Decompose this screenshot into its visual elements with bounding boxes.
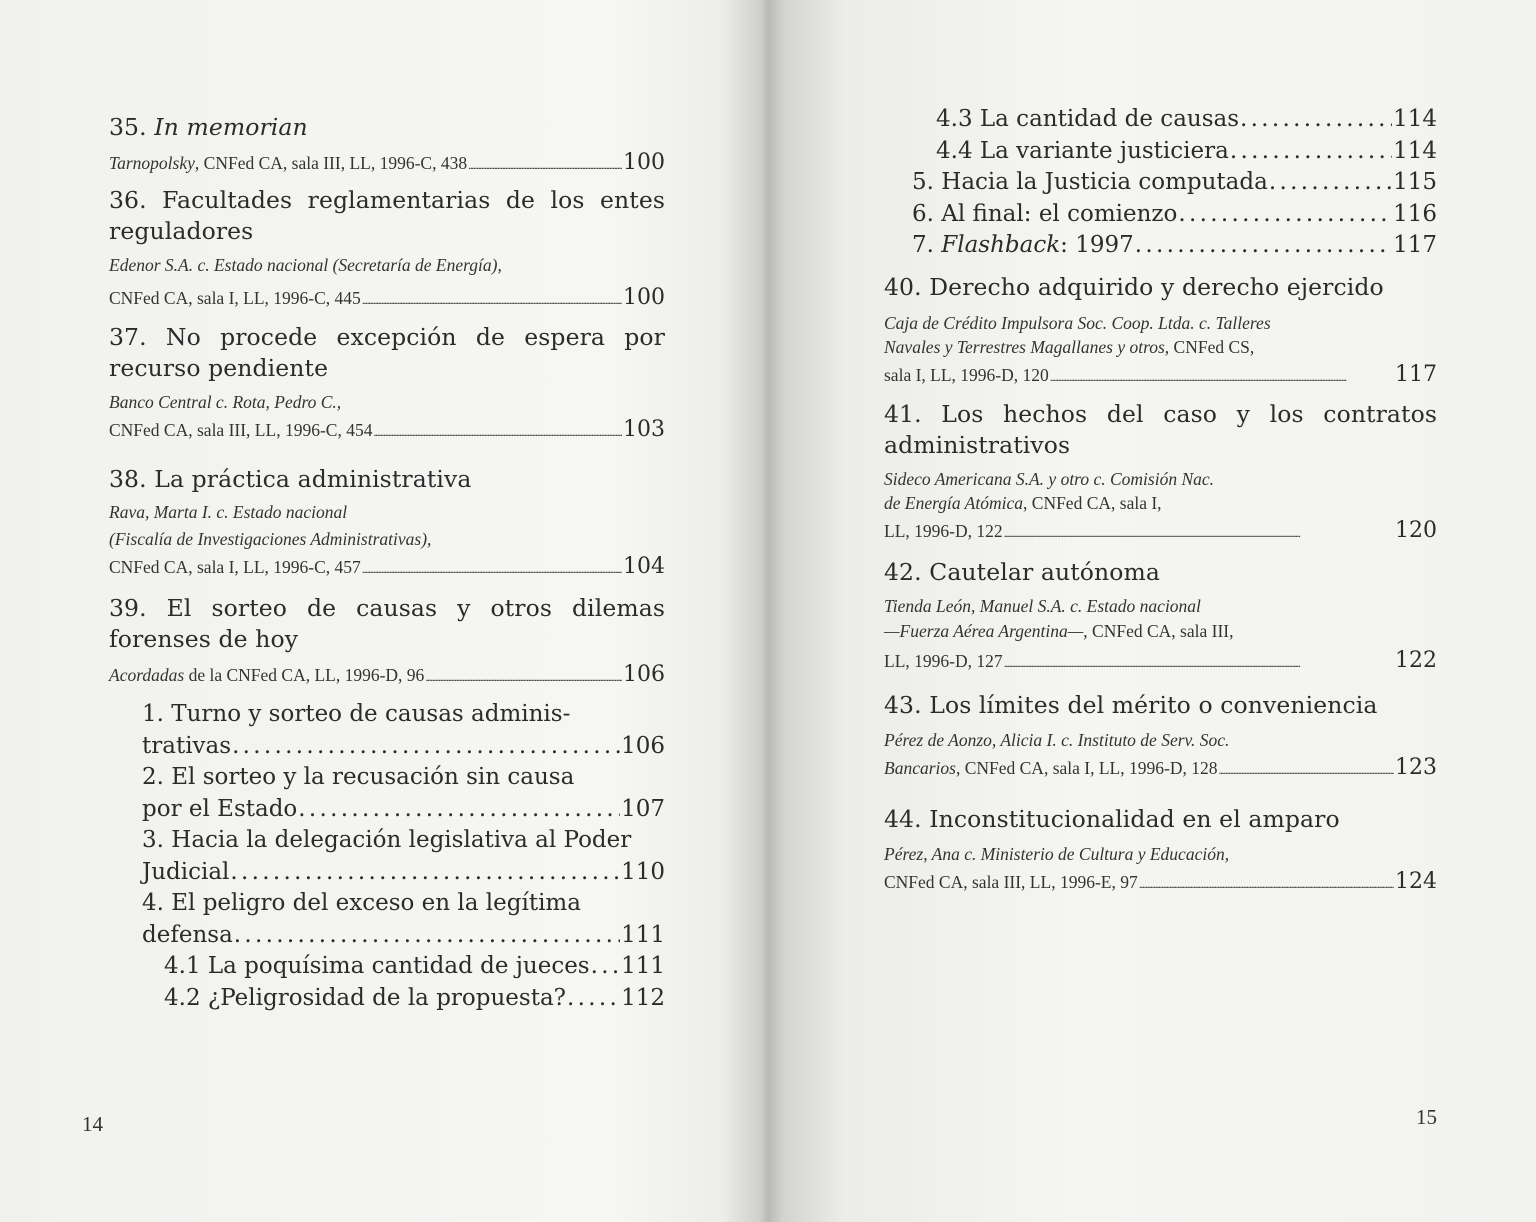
entry-39-cite-name: Acordadas (109, 665, 185, 685)
subsection-4-line1: 4. El peligro del exceso en la legítima (142, 890, 581, 916)
entry-41-cite-line1: Sideco Americana S.A. y otro c. Comisión Nac. (884, 468, 1215, 489)
entry-41-citation (884, 467, 1437, 545)
subsection-2-line1: 2. El sorteo y la recusación sin causa (142, 764, 575, 790)
subsection-5-text: 5. Hacia la Justicia computada (912, 169, 1268, 195)
subsection-3-page: 110 (621, 858, 665, 885)
entry-43-cite-line2-italic: Bancarios (884, 757, 956, 778)
subsection-4-1-text: 4.1 La poquísima cantidad de jueces (164, 953, 590, 979)
entry-44-cite-line1: Pérez, Ana c. Ministerio de Cultura y Educación, (884, 843, 1230, 864)
entry-37-cite-line2: CNFed CA, sala III, LL, 1996-C, 454 (109, 420, 373, 440)
entry-41-cite-line2-rest: , CNFed CA, sala I, (1023, 492, 1162, 513)
entry-40-cite-line1: Caja de Crédito Impulsora Soc. Coop. Ltda. c. Talleres (884, 312, 1271, 333)
subsection-1-line1: 1. Turno y sorteo de causas adminis- (142, 701, 571, 727)
subsection-6 (912, 199, 1437, 231)
entry-37-page: 103 (623, 417, 665, 442)
entry-36-cite-line2: CNFed CA, sala I, LL, 1996-C, 445 (109, 288, 361, 308)
entry-42-title: 42. Cautelar autónoma (884, 557, 1160, 586)
entry-40-cite-line3: sala I, LL, 1996-D, 120 (884, 364, 1049, 385)
entry-44-title: 44. Inconstitucionalidad en el amparo (884, 804, 1340, 833)
entry-44-citation (884, 841, 1437, 898)
entry-36-cite-line1: Edenor S.A. c. Estado nacional (Secretaría de Energía), (109, 255, 502, 275)
subsection-2-line2: por el Estado (142, 795, 298, 822)
entry-41-cite-line3: LL, 1996-D, 122 (884, 520, 1003, 541)
entry-39-cite-rest: de la CNFed CA, LL, 1996-D, 96 (184, 665, 425, 685)
subsection-7-page: 117 (1393, 232, 1437, 258)
entry-43-title: 43. Los límites del mérito o conveniencia (884, 690, 1378, 719)
entry-38-cite-line2: (Fiscalía de Investigaciones Administrativas), (109, 529, 432, 549)
subsection-3-line1: 3. Hacia la delegación legislativa al Poder (142, 827, 632, 853)
entry-35-number: 35. (109, 113, 147, 141)
entry-40-title: 40. Derecho adquirido y derecho ejercido (884, 272, 1384, 301)
entry-43-cite-line2-rest: , CNFed CA, sala I, LL, 1996-D, 128 (955, 757, 1218, 778)
entry-39-title: 39. El sorteo de causas y otros dilemas forenses de hoy (109, 594, 665, 653)
entry-36-page: 100 (623, 285, 665, 310)
subsection-5-page: 115 (1393, 169, 1437, 195)
continued-subsections (884, 104, 1437, 262)
entry-44-page: 124 (1395, 868, 1437, 894)
entry-35-cite-rest: , CNFed CA, sala III, LL, 1996-C, 438 (194, 153, 468, 173)
entry-35-page: 100 (623, 150, 665, 175)
entry-37-cite-line1: Banco Central c. Rota, Pedro C., (109, 392, 342, 412)
entry-43-citation (884, 727, 1437, 784)
subsection-2-page: 107 (621, 795, 665, 822)
subsection-7-italic: Flashback (941, 232, 1061, 258)
subsection-7-prefix: 7. (912, 232, 942, 258)
subsubsections-right (884, 104, 1437, 167)
subsection-4-1-page: 111 (621, 953, 665, 979)
entry-38-cite-line3: CNFed CA, sala I, LL, 1996-C, 457 (109, 557, 361, 577)
subsection-4-4 (936, 136, 1437, 168)
subsection-1-page: 106 (621, 732, 665, 759)
subsection-7 (912, 230, 1437, 262)
subsection-4-page: 111 (621, 921, 665, 948)
entry-41-page: 120 (1395, 517, 1437, 543)
page-number-left: 14 (82, 1112, 103, 1136)
right-toc-column (884, 104, 1437, 898)
entry-41-cite-line2-italic: de Energía Atómica (884, 492, 1024, 513)
subsection-4-3-page: 114 (1393, 106, 1437, 132)
subsection-1-line2: trativas (142, 732, 232, 759)
entry-40-cite-line2-rest: , CNFed CS, (1164, 336, 1255, 357)
entry-42-cite-line2-italic: —Fuerza Aérea Argentina— (884, 620, 1084, 641)
entry-43-page: 123 (1395, 754, 1437, 780)
entry-36-title: 36. Facultades reglamentarias de los entes reguladores (109, 186, 665, 245)
entry-38-page: 104 (623, 554, 665, 579)
entry-44-cite-line2: CNFed CA, sala III, LL, 1996-E, 97 (884, 871, 1138, 892)
page-number-right: 15 (1416, 1105, 1437, 1129)
entry-40-cite-line2-italic: Navales y Terrestres Magallanes y otros (884, 336, 1165, 357)
entry-35-title-text: In memorian (154, 113, 308, 141)
entry-42-page: 122 (1395, 647, 1437, 673)
entry-38-title: 38. La práctica administrativa (109, 465, 472, 493)
subsection-4-line2: defensa (142, 921, 233, 948)
subsection-4-2-page: 112 (621, 984, 665, 1011)
entry-37-title: 37. No procede excepción de espera por recurso pendiente (109, 323, 665, 382)
subsection-4-2-text: 4.2 ¿Peligrosidad de la propuesta? (164, 984, 567, 1011)
subsection-5 (912, 167, 1437, 199)
subsection-6-text: 6. Al final: el comienzo (912, 200, 1178, 227)
entry-42-cite-line1: Tienda León, Manuel S.A. c. Estado nacional (884, 595, 1201, 616)
entry-40-page: 117 (1395, 361, 1437, 387)
subsection-4-3-text: 4.3 La cantidad de causas (936, 106, 1240, 132)
subsection-4-4-text: 4.4 La variante justiciera (936, 137, 1229, 164)
subsection-4-3 (936, 104, 1437, 136)
entry-43-cite-line1: Pérez de Aonzo, Alicia I. c. Instituto de Serv. Soc. (884, 729, 1230, 750)
entry-35-cite-name: Tarnopolsky (109, 153, 195, 173)
subsection-4-4-page: 114 (1393, 137, 1437, 164)
entry-42-citation (884, 594, 1437, 676)
entry-39-page: 106 (623, 662, 665, 687)
entry-41-title: 41. Los hechos del caso y los contratos administrativos (884, 399, 1437, 459)
subsection-7-suffix: : 1997 (1060, 232, 1134, 258)
subsection-6-page: 116 (1393, 200, 1437, 227)
subsection-3-line2: Judicial (142, 858, 230, 885)
entry-42-cite-line3: LL, 1996-D, 127 (884, 650, 1003, 671)
entry-38-cite-line1: Rava, Marta I. c. Estado nacional (109, 502, 348, 522)
entry-40-citation (884, 311, 1437, 389)
entry-42-cite-line2-rest: , CNFed CA, sala III, (1083, 620, 1234, 641)
